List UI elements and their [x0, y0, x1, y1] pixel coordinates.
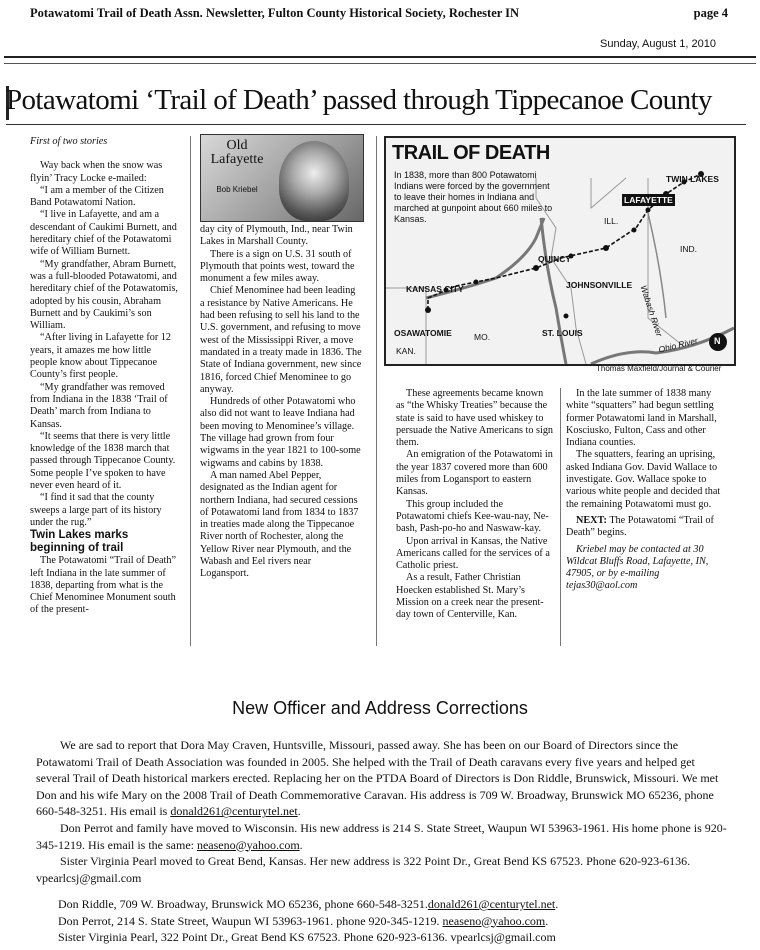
text: . — [545, 913, 549, 928]
state-illinois: ILL. — [604, 216, 619, 226]
paragraph: “I live in Lafayette, and am a descendant of Caukimi Burnett, and hereditary chief of the Potawatomi wife of William Burnett. — [30, 209, 177, 258]
columnist-name: Bob Kriebel — [216, 185, 258, 194]
city-quincy: QUINCY — [538, 254, 572, 264]
paragraph: Hundreds of other Potawatomi who also did not want to leave Indiana had been moving to Menominee’s village. The village had grown from four wigwams in the year 1821 to 100-some wigwams and cabins by 1838. — [200, 396, 361, 469]
paragraph: A man named Abel Pepper, designated as the Indian agent for northern Indiana, had secured cessions of Potawatomi land from 1834 to 1837 in treaties made along the Tippecanoe River north of Rochester, along the Yellow River near Plymouth, and the Wabash and Eel rivers near Logansport. — [200, 469, 359, 580]
trail-of-death-map — [384, 136, 736, 366]
corrections-body — [36, 737, 728, 886]
paragraph: “I am a member of the Citizen Band Potawatomi Nation. — [30, 184, 164, 209]
page-number: page 4 — [693, 6, 728, 20]
next-text: The Potawatomi “Trail of Death” begins. — [566, 514, 714, 539]
article-column-3 — [396, 388, 554, 622]
article-column-2 — [200, 224, 362, 581]
paragraph: “After living in Lafayette for 12 years, it amazes me how little people know about Tippecanoe County’s first people. — [30, 332, 171, 381]
map-credit: Thomas Maxfield/Journal & Courier — [596, 364, 722, 373]
next-teaser — [566, 515, 728, 540]
city-osawatomie: OSAWATOMIE — [394, 328, 452, 338]
article-kicker: First of two stories — [30, 136, 108, 147]
column-title: Old Lafayette — [210, 138, 264, 167]
headline-rule — [6, 124, 746, 125]
contact-line — [58, 896, 738, 913]
city-twin-lakes: TWIN LAKES — [666, 174, 719, 184]
paragraph: “My grandfather was removed from Indiana in the 1838 ‘Trail of Death’ march from Indiana to Kansas. — [30, 381, 168, 430]
portrait-image — [279, 141, 349, 221]
city-kansas-city: KANSAS CITY — [406, 284, 464, 294]
city-lafayette: LAFAYETTE — [624, 195, 673, 205]
contact-line: Sister Virginia Pearl, 322 Point Dr., Great Bend KS 67523. Phone 620-923-6136. vpearlcsj@gmail.com — [58, 930, 556, 945]
email-link[interactable]: neaseno@yahoo.com — [442, 913, 546, 928]
paragraph: Upon arrival in Kansas, the Native Americans called for the services of a Catholic priest. — [396, 535, 550, 572]
top-rule-thin — [4, 63, 756, 64]
paragraph: There is a sign on U.S. 31 south of Plymouth that points west, toward the monument a few miles away. — [200, 248, 355, 285]
article-column-1 — [30, 136, 180, 617]
article-headline: Potawatomi ‘Trail of Death’ passed through Tippecanoe County — [6, 84, 712, 116]
text: Don Riddle, 709 W. Broadway, Brunswick MO 65236, phone 660-548-3251. — [58, 897, 428, 911]
section-title: New Officer and Address Corrections — [232, 698, 528, 718]
email-link[interactable]: donald261@centurytel.net — [427, 897, 556, 911]
column-divider — [560, 388, 561, 646]
text: We are sad to report that Dora May Craven, Huntsville, Missouri, passed away. She has been on our Board of Directors since the Potawatomi Trail of Death Association was founded in 2005. She helped with the Trail of Death caravans every five years and helped get several Trail of Death historical markers erected. Replacing her on the PTDA Board of Directors is Don Riddle, Brunswick, Missouri. We met Don and his wife Mary on the 2008 Trail of Death Commemorative Caravan. His address is 709 W. Broadway, Brunswick MO 65236, phone 660-548-3251. His email is — [36, 738, 719, 819]
next-label: NEXT: — [576, 514, 607, 526]
contact-note: Kriebel may be contacted at 30 Wildcat Bluffs Road, Lafayette, IN, 47905, or by e-mailing tejas30@aol.com — [566, 543, 709, 592]
paragraph: The squatters, fearing an uprising, asked Indiana Gov. David Wallace to investigate. Gov. Wallace spoke to various white people and decided that the remaining Potawatomi must go. — [566, 449, 721, 510]
paragraph: “I find it sad that the county sweeps a large part of its history under the rug.” — [30, 492, 162, 528]
map-title: TRAIL OF DEATH — [392, 142, 550, 164]
article-subhead: Twin Lakes marks beginning of trail — [30, 529, 129, 555]
contact-list — [58, 896, 738, 946]
article-column-4 — [566, 388, 728, 593]
river-wabash: Wabash River — [638, 284, 665, 338]
paragraph: The Potawatomi “Trail of Death” left Indiana in the late summer of 1838, departing from what is the Chief Menominee Monument south of the present- — [30, 555, 176, 616]
state-kansas: KAN. — [396, 346, 416, 356]
text: Don Perrot, 214 S. State Street, Waupun WI 53963-1961. phone 920-345-1219. — [58, 913, 443, 928]
river-ohio: Ohio River — [657, 335, 699, 355]
paragraph: Sister Virginia Pearl moved to Great Bend, Kansas. Her new address is 322 Point Dr., Great Bend KS 67523. Phone 620-923-6136. vpearlcsj@gmail.com — [36, 854, 691, 885]
paragraph: As a result, Father Christian Hoecken established St. Mary’s Mission on a creek near the present-day town of Centerville, Kan. — [396, 572, 544, 621]
state-missouri: MO. — [474, 332, 491, 342]
paragraph: An emigration of the Potawatomi in the year 1837 covered more than 600 miles from Logansport to eastern Kansas. — [396, 449, 553, 498]
text: Don Perrot and family have moved to Wisconsin. His new address is 214 S. State Street, Waupun WI 53963-1961. His home phone is 920-345-1219. His email is the same: — [36, 820, 727, 852]
paragraph: “It seems that there is very little knowledge of the 1838 march that passed through Tippecanoe County. Some people I’ve spoken to have never even heard of it. — [30, 430, 176, 492]
column-divider — [190, 136, 191, 646]
paragraph: In the late summer of 1838 many white “squatters” had begun settling former Potawatomi land in Marshall, Kosciusko, Fulton, Cass and other Indiana counties. — [566, 388, 717, 449]
paragraph: This group included the Potawatomi chiefs Kee-wau-nay, Ne-bash, Pash-po-ho and Naswaw-kay. — [396, 498, 549, 535]
city-johnsonville: JOHNSONVILLE — [566, 280, 633, 290]
email-link[interactable]: donald261@centurytel.net — [170, 804, 298, 819]
columnist-photo — [200, 134, 364, 222]
email-link[interactable]: neaseno@yahoo.com — [196, 837, 300, 852]
publication-date: Sunday, August 1, 2010 — [600, 38, 716, 50]
top-rule — [4, 56, 756, 58]
paragraph: These agreements became known as “the Whisky Treaties” because the state is said to have used whiskey to persuade the Native Americans to sign them. — [396, 388, 554, 449]
paragraph — [36, 737, 728, 820]
text: . — [297, 804, 301, 819]
column-divider — [376, 136, 377, 646]
paragraph — [36, 820, 728, 853]
text: . — [299, 837, 303, 852]
contact-line — [58, 913, 738, 930]
compass-icon: N — [714, 336, 721, 346]
text: . — [555, 897, 559, 911]
newsletter-masthead: Potawatomi Trail of Death Assn. Newsletter, Fulton County Historical Society, Rochester IN — [30, 6, 520, 20]
paragraph: Chief Menominee had been leading a resistance by Native Americans. He had been refusing to sell his land to the U.S. government, and refusing to move west of the Mississippi River, a move mandated in a treaty made in 1836. The State of Indiana government, new since 1816, forced Chief Menominee to go anyway. — [200, 285, 362, 395]
map-description: In 1838, more than 800 Potawatomi Indians were forced by the government to leave their homes in Indiana and marched at gunpoint about 660 miles to Kansas. — [394, 170, 553, 224]
state-indiana: IND. — [680, 244, 697, 254]
paragraph: Way back when the snow was flyin’ Tracy Locke e-mailed: — [30, 160, 163, 184]
paragraph: day city of Plymouth, Ind., near Twin Lakes in Marshall County. — [200, 224, 353, 248]
paragraph: “My grandfather, Abram Burnett, was a full-blooded Potawatomi, and hereditary chief of the Potawatomis, adopted by his cousin, Abraham Burnett and by Caukimi’s son William. — [30, 258, 178, 332]
city-st-louis: ST. LOUIS — [542, 328, 583, 338]
